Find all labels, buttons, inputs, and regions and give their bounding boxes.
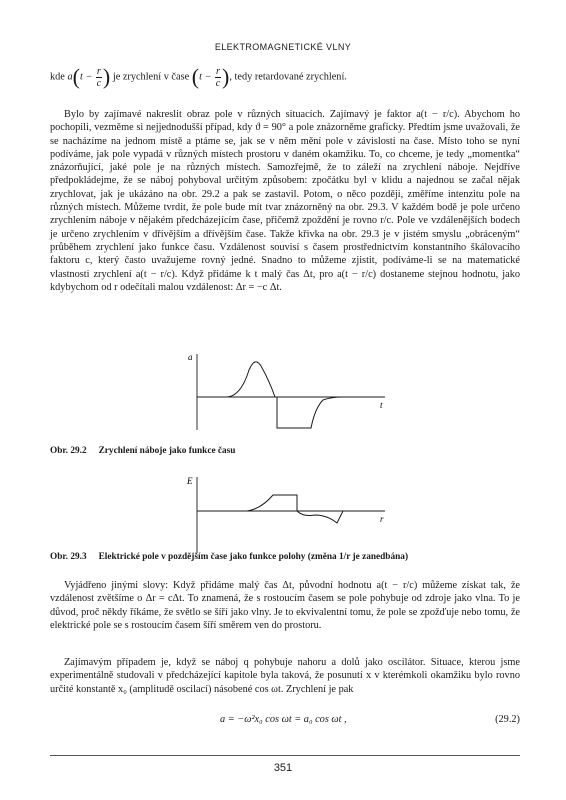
paren-open-2: ( [191, 64, 200, 89]
paragraph-3: Zajímavým případem je, když se náboj q pohybuje nahoru a dolů jako oscilátor. Situace, kterou jsme experimentálně studovali v předcházející kapitole byla taková, že posunutí x v kterémkoli okamžiku bylo rovno určité konstantě x₀ (amplitudě oscilací) násobené cos ωt. Zrychlení je pak [50, 657, 520, 695]
footer-rule [50, 755, 520, 756]
fraction-r-over-c-1: $\frac{r}{c}$ [96, 65, 102, 89]
fig1-caption-label: Obr. 29.2 [50, 446, 87, 456]
fig2-y-label: E [187, 476, 193, 486]
fig1-caption-text: Zrychlení náboje jako funkce času [98, 446, 236, 456]
fraction-r-over-c-2: $\frac{r}{c}$ [215, 65, 221, 89]
intro-t2: t − [199, 71, 212, 83]
body-text-2 [50, 579, 520, 632]
page-number: 351 [273, 762, 293, 774]
fig2-curve [197, 495, 385, 523]
intro-mid: je zrychlení v čase [112, 71, 190, 83]
paren-close-2: ) [222, 64, 230, 89]
fig1-y-label: a [188, 352, 193, 362]
intro-t1: t − [79, 71, 93, 83]
figure-29-3-caption [50, 552, 408, 562]
fig1-x-label: t [380, 400, 383, 410]
running-title: ELEKTROMAGNETICKÉ VLNY [214, 42, 352, 52]
intro-formula-line [50, 64, 520, 90]
intro-end: , tedy retardované zrychlení. [229, 71, 347, 83]
equation-text: a = −ω²x₀ cos ωt = a₀ cos ωt , [220, 714, 347, 725]
paren-close: ) [102, 64, 111, 89]
intro-kde: kde [50, 71, 65, 83]
paragraph-1: Bylo by zajímavé nakreslit obraz pole v různých situacích. Zajímavý je faktor a(t − r/c). Abychom ho pochopili, vezměme si nejjednodušší případ, kdy ϑ = 90° a pole znázorněme graficky. Předtím jsme uvažovali, že se nacházíme na jednom místě a ptáme se, jak se v něm mění pole v závislosti na čase. Místo toho se nyní podíváme, jak pole vypadá v různých místech prostoru v daném okamžiku. To, co chceme, je tedy „momentka“ znázorňující, jaké pole je na různých místech. Samozřejmě, že to záleží na zrychlení náboje. Nejdříve předpokládejme, že se náboj pohyboval určitým způsobem: zpočátku byl v klidu a najednou se začal nějak zrychlovat, jak je ukázáno na obr. 29.2 a pak se zastavil. Potom, o něco později, změříme intenzitu pole na různých místech. Můžeme tvrdit, že pole bude mít tvar znázorněný na obr. 29.3. V každém bodě je pole určeno zrychlením náboje v nějakém předcházejícím čase, přičemž zpoždění je rovno r/c. Pole ve vzdálenějších bodech je určeno zrychlením v dřívějším a dřívějším čase. Takže křivka na obr. 29.3 je v jistém smyslu „obráceným“ průběhem zrychlení jako funkce času. Vzdálenost souvisí s časem prostřednictvím konstantního škálovacího faktoru c, který často uvažujeme rovný jedné. Snadno to můžeme zjistit, podíváme-li se na matematické vlastnosti zrychlení a(t − r/c). Když přidáme k t malý čas Δt, pro a(t − r/c) dostaneme stejnou hodnotu, jako kdybychom od r odečítali malou vzdálenost: Δr = −c Δt. [50, 109, 520, 293]
fig2-caption-text: Elektrické pole v pozdějším čase jako funkce polohy (změna 1/r je zanedbána) [98, 552, 409, 562]
body-text-1 [50, 108, 520, 294]
intro-a: a [67, 71, 73, 83]
equation-number: (29.2) [495, 714, 520, 725]
fig2-caption-label: Obr. 29.3 [50, 552, 87, 562]
figure-29-2-graph [175, 350, 395, 432]
paren-open: ( [72, 64, 80, 89]
figure-29-3-graph [175, 475, 395, 555]
body-text-3 [50, 656, 520, 696]
paragraph-2: Vyjádřeno jinými slovy: Když přidáme malý čas Δt, původní hodnotu a(t − r/c) můžeme získat tak, že vzdálenost zvětšíme o Δr = cΔt. To znamená, že s rostoucím časem se pole pohybuje od zdroje jako vlna. To je důvod, proč někdy říkáme, že světlo se šíří jako vlny. Je to ekvivalentní tomu, že pole se zpožďuje nebo tomu, že elektrické pole se s rostoucím časem šíří směrem ven do prostoru. [50, 580, 520, 631]
fig1-curve [197, 362, 385, 428]
fig2-x-label: r [380, 514, 384, 524]
figure-29-2-caption [50, 446, 235, 456]
